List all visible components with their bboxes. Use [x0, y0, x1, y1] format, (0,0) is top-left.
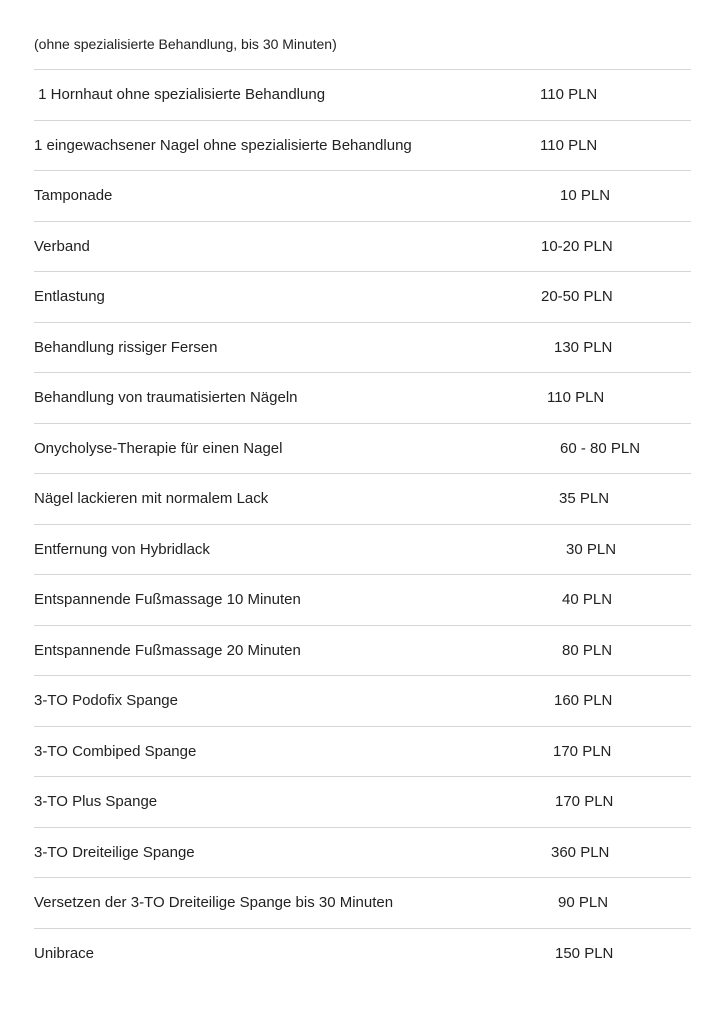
- service-name: 3-TO Plus Spange: [34, 793, 158, 810]
- service-name: 1 Hornhaut ohne spezialisierte Behandlung: [34, 86, 326, 103]
- service-price: 40 PLN: [562, 591, 613, 608]
- table-row: [34, 70, 691, 121]
- service-name: 1 eingewachsener Nagel ohne spezialisierte Behandlung: [34, 136, 412, 154]
- table-row: [34, 777, 691, 828]
- service-name: Behandlung rissiger Fersen: [34, 338, 218, 356]
- service-name: Behandlung von traumatisierten Nägeln: [34, 389, 298, 406]
- service-price: 110 PLN: [540, 136, 598, 154]
- service-price: 10-20 PLN: [541, 237, 613, 255]
- service-name: 3-TO Combiped Spange: [34, 742, 197, 760]
- service-price: 110 PLN: [540, 86, 598, 103]
- service-name: 3-TO Podofix Spange: [34, 692, 178, 709]
- table-row: [34, 626, 691, 677]
- service-price: 110 PLN: [547, 389, 605, 406]
- service-price: 60 - 80 PLN: [560, 439, 641, 457]
- service-name: Verband: [34, 237, 90, 255]
- service-price: 10 PLN: [560, 187, 611, 204]
- table-row: [34, 727, 691, 778]
- table-row: [34, 424, 691, 475]
- intro-note: (ohne spezialisierte Behandlung, bis 30 Minuten): [34, 36, 337, 52]
- table-row: [34, 828, 691, 879]
- service-price: 160 PLN: [554, 692, 613, 709]
- service-price: 150 PLN: [555, 944, 614, 962]
- table-row: [34, 929, 691, 980]
- service-price: 80 PLN: [562, 641, 613, 659]
- service-name: Entspannende Fußmassage 20 Minuten: [34, 641, 301, 659]
- table-row: [34, 575, 691, 626]
- service-price: 35 PLN: [559, 490, 610, 507]
- table-row: [34, 525, 691, 576]
- service-name: Entspannende Fußmassage 10 Minuten: [34, 591, 301, 608]
- service-price: 360 PLN: [551, 843, 610, 861]
- table-row: [34, 474, 691, 525]
- service-name: Versetzen der 3-TO Dreiteilige Spange bis 30 Minuten: [34, 894, 394, 911]
- table-row: [34, 272, 691, 323]
- price-table: [34, 69, 691, 979]
- service-name: Entlastung: [34, 288, 105, 305]
- table-row: [34, 121, 691, 172]
- service-name: Unibrace: [34, 944, 95, 962]
- service-name: Nägel lackieren mit normalem Lack: [34, 490, 269, 507]
- table-row: [34, 222, 691, 273]
- table-row: [34, 676, 691, 727]
- service-name: 3-TO Dreiteilige Spange: [34, 843, 195, 861]
- service-name: Entfernung von Hybridlack: [34, 540, 210, 558]
- table-row: [34, 323, 691, 374]
- service-price: 20-50 PLN: [541, 288, 613, 305]
- table-row: [34, 171, 691, 222]
- service-price: 30 PLN: [566, 540, 617, 558]
- service-name: Onycholyse-Therapie für einen Nagel: [34, 439, 283, 457]
- table-row: [34, 878, 691, 929]
- service-price: 130 PLN: [554, 338, 613, 356]
- service-name: Tamponade: [34, 187, 113, 204]
- service-price: 170 PLN: [555, 793, 614, 810]
- service-price: 90 PLN: [558, 894, 609, 911]
- service-price: 170 PLN: [553, 742, 612, 760]
- table-row: [34, 373, 691, 424]
